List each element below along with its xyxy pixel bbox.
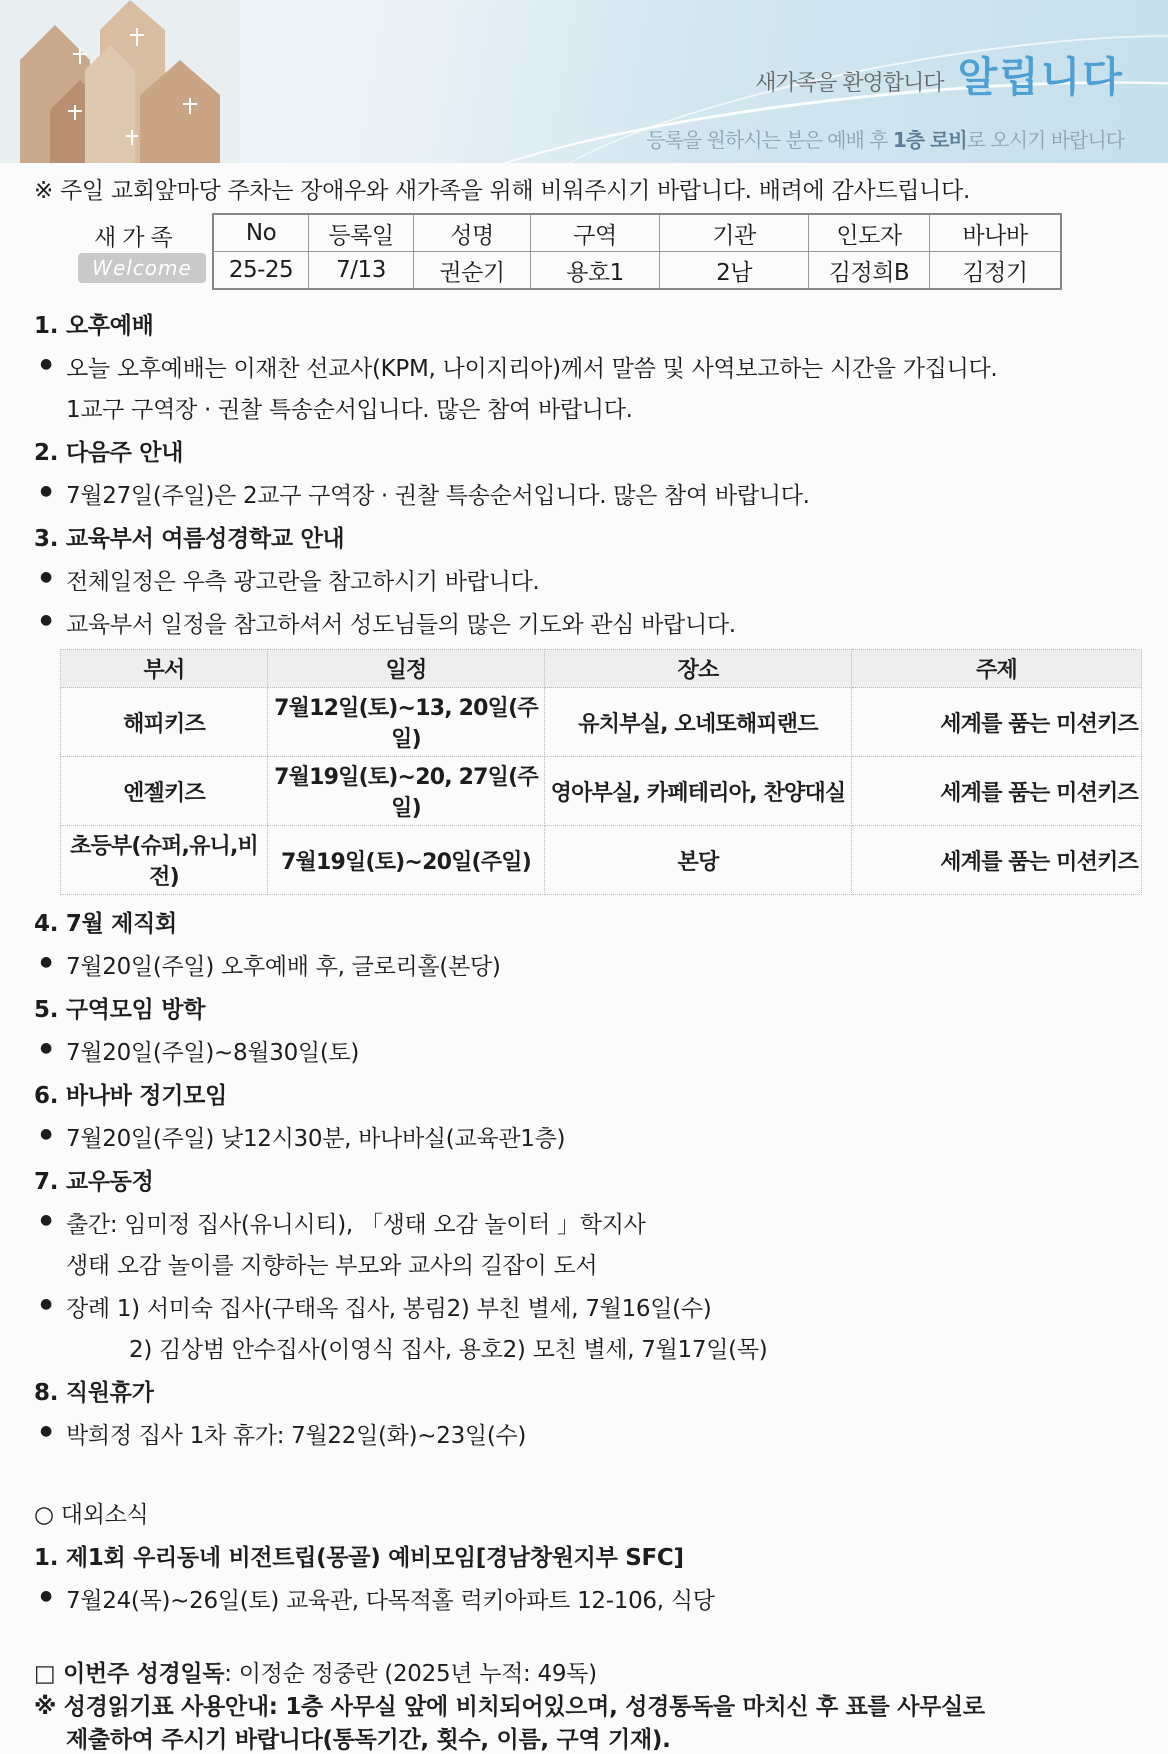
section-title: 3. 교육부서 여름성경학교 안내 <box>34 526 345 552</box>
bullet-item: ● 7월24(목)~26일(토) 교육관, 다목적홀 럭키아파트 12-106, 식당 <box>40 1582 1144 1615</box>
external-news-heading: ○ 대외소식 <box>34 1502 149 1528</box>
note-text: 로 오시기 바랍니다 <box>966 128 1124 152</box>
section-title: 1. 오후예배 <box>34 313 154 339</box>
table-header-cell: 장소 <box>545 650 852 688</box>
table-header-row <box>213 214 1061 252</box>
bullet-item: ● 교육부서 일정을 참고하셔서 성도님들의 많은 기도와 관심 바랍니다. <box>40 606 1144 639</box>
table-header-cell: 일정 <box>268 650 545 688</box>
note-line: 제출하여 주시기 바랍니다(통독기간, 횟수, 이름, 구역 기재). <box>66 1727 671 1753</box>
table-header-cell: No <box>213 214 309 252</box>
table-header-cell: 부서 <box>61 650 268 688</box>
bullet-item: ● 전체일정은 우측 광고란을 참고하시기 바랍니다. <box>40 563 1144 596</box>
new-family-label: 새가족 <box>94 225 179 251</box>
table-cell: 용호1 <box>531 252 660 290</box>
table-header-cell: 구역 <box>531 214 660 252</box>
table-header-cell: 바나바 <box>930 214 1062 252</box>
table-cell: 김정희B <box>809 252 930 290</box>
table-row <box>61 757 1142 826</box>
section-title: 1. 제1회 우리동네 비전트립(몽골) 예비모임[경남창원지부 SFC] <box>34 1545 684 1571</box>
table-cell: 권순기 <box>414 252 531 290</box>
table-cell: 7/13 <box>309 252 414 290</box>
table-cell: 2남 <box>660 252 809 290</box>
header-banner <box>0 0 1168 163</box>
bible-reading-line <box>34 1655 1144 1688</box>
section-title: 5. 구역모임 방학 <box>34 997 206 1023</box>
parking-notice: ※ 주일 교회앞마당 주차는 장애우와 새가족을 위해 비워주시기 바랍니다. 배려에 감사드립니다. <box>34 178 970 204</box>
table-row <box>61 688 1142 757</box>
table-header-row <box>61 650 1142 688</box>
table-cell: 본당 <box>545 826 852 895</box>
section-title: 2. 다음주 안내 <box>34 440 184 466</box>
note-emphasis: 1층 로비 <box>892 128 967 152</box>
table-cell: 유치부실, 오네또해피랜드 <box>545 688 852 757</box>
table-cell: 7월19일(토)~20일(주일) <box>268 826 545 895</box>
table-row <box>61 826 1142 895</box>
bullet-item: ● 출간: 임미정 집사(유니시티), 「생태 오감 놀이터 」학지사 <box>40 1206 1144 1239</box>
church-houses-illustration <box>0 0 240 163</box>
table-header-cell: 등록일 <box>309 214 414 252</box>
vbs-schedule-table <box>60 649 1142 895</box>
bullet-item: ● 7월20일(주일) 오후예배 후, 글로리홀(본당) <box>40 948 1144 981</box>
registration-note <box>646 124 1124 153</box>
table-header-cell: 성명 <box>414 214 531 252</box>
header-title-row <box>755 44 1124 103</box>
table-header-cell: 주제 <box>852 650 1142 688</box>
bullet-continuation: 1교구 구역장 · 권찰 특송순서입니다. 많은 참여 바랍니다. <box>66 397 633 423</box>
section-title: 6. 바나바 정기모임 <box>34 1083 227 1109</box>
bullet-item: ● 오늘 오후예배는 이재찬 선교사(KPM, 나이지리아)께서 말씀 및 사역보고하는 시간을 가집니다. <box>40 350 1144 383</box>
bullet-item: ● 7월20일(주일) 낮12시30분, 바나바실(교육관1층) <box>40 1120 1144 1153</box>
bullet-item: ● 7월27일(주일)은 2교구 구역장 · 권찰 특송순서입니다. 많은 참여 바랍니다. <box>40 477 1144 510</box>
bullet-continuation: 2) 김상범 안수집사(이영식 집사, 용호2) 모친 별세, 7월17일(목) <box>129 1337 768 1363</box>
table-cell: 영아부실, 카페테리아, 찬양대실 <box>545 757 852 826</box>
section-title: 8. 직원휴가 <box>34 1380 154 1406</box>
section-title: 7. 교우동정 <box>34 1169 154 1195</box>
welcome-badge: Welcome <box>78 253 206 283</box>
new-family-table <box>212 213 1062 290</box>
section-title: 4. 7월 제직회 <box>34 911 177 937</box>
table-cell: 김정기 <box>930 252 1062 290</box>
bible-reading-note <box>34 1688 1144 1754</box>
table-cell: 해피키즈 <box>61 688 268 757</box>
welcome-text: 새가족을 환영합니다 <box>755 71 944 96</box>
table-cell: 세계를 품는 미션키즈 <box>852 757 1142 826</box>
page-title: 알립니다 <box>957 53 1124 101</box>
table-header-cell: 기관 <box>660 214 809 252</box>
note-line: ※ 성경읽기표 사용안내: 1층 사무실 앞에 비치되어있으며, 성경통독을 마치신 후 표를 사무실로 <box>34 1694 985 1720</box>
note-text: 등록을 원하시는 분은 예배 후 <box>646 128 893 152</box>
table-cell: 7월12일(토)~13, 20일(주일) <box>268 688 545 757</box>
bulletin-content <box>34 172 1144 1754</box>
table-header-cell: 인도자 <box>809 214 930 252</box>
bullet-item: ● 7월20일(주일)~8월30일(토) <box>40 1034 1144 1067</box>
table-cell: 세계를 품는 미션키즈 <box>852 826 1142 895</box>
bible-reading-text: : 이정순 정중란 (2025년 누적: 49독) <box>224 1661 597 1687</box>
bullet-item: ● 장례 1) 서미숙 집사(구태옥 집사, 봉림2) 부친 별세, 7월16일(수) <box>40 1290 1144 1323</box>
table-row <box>213 252 1061 290</box>
bullet-item: ● 박희정 집사 1차 휴가: 7월22일(화)~23일(수) <box>40 1417 1144 1450</box>
table-cell: 초등부(슈퍼,유니,비전) <box>61 826 268 895</box>
table-cell: 세계를 품는 미션키즈 <box>852 688 1142 757</box>
table-cell: 7월19일(토)~20, 27일(주일) <box>268 757 545 826</box>
bible-reading-label: □ 이번주 성경일독 <box>34 1660 225 1687</box>
table-cell: 25-25 <box>213 252 309 290</box>
new-family-block <box>34 213 1144 297</box>
table-cell: 엔젤키즈 <box>61 757 268 826</box>
bullet-continuation: 생태 오감 놀이를 지향하는 부모와 교사의 길잡이 도서 <box>66 1253 598 1279</box>
